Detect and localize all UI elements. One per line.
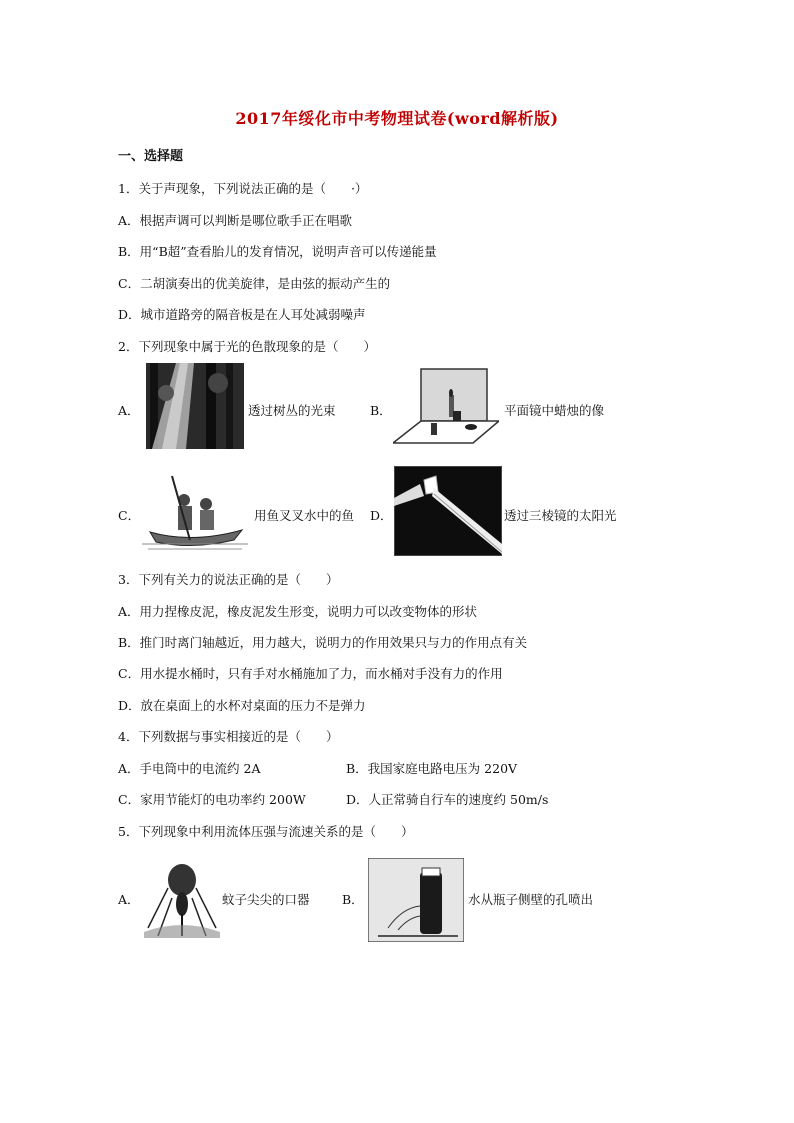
q2-option-a-text: 透过树丛的光束: [248, 403, 336, 418]
q3-stem: 3．下列有关力的说法正确的是（ ）: [118, 572, 339, 587]
q2-option-c-text: 用鱼叉叉水中的鱼: [254, 508, 355, 523]
page-title: 2017年绥化市中考物理试卷(word解析版): [235, 109, 559, 128]
q4-option-a: A．手电筒中的电流约 2A: [118, 761, 261, 776]
q1-option-b: B．用“B超”查看胎儿的发育情况，说明声音可以传递能量: [118, 244, 437, 259]
q5-option-a-label: A．: [118, 892, 140, 907]
q1-stem: 1．关于声现象，下列说法正确的是（ ·）: [118, 181, 368, 196]
q1-option-d: D．城市道路旁的隔音板是在人耳处减弱噪声: [118, 307, 366, 322]
q3-option-b: B．推门时离门轴越近，用力越大，说明力的作用效果只与力的作用点有关: [118, 635, 528, 650]
q2-option-b-label: B．: [370, 403, 392, 418]
q2-option-b-text: 平面镜中蜡烛的像: [504, 403, 605, 418]
fishing-spear-image: [142, 470, 248, 552]
q4-option-c: C．家用节能灯的电功率约 200W: [118, 792, 306, 807]
q2-option-d-text: 透过三棱镜的太阳光: [504, 508, 617, 523]
prism-sunlight-image: [394, 466, 502, 556]
q2-option-a-label: A．: [118, 403, 140, 418]
tree-light-beam-image: [146, 363, 244, 449]
mirror-candle-image: [393, 367, 499, 447]
q1-option-c: C．二胡演奏出的优美旋律，是由弦的振动产生的: [118, 276, 391, 291]
q2-option-d-label: D．: [370, 508, 393, 523]
q5-option-a-text: 蚊子尖尖的口器: [222, 892, 310, 907]
q5-stem: 5．下列现象中利用流体压强与流速关系的是（ ）: [118, 824, 414, 839]
bottle-water-spray-image: [368, 858, 464, 942]
q2-option-c-label: C．: [118, 508, 141, 523]
q5-option-b-text: 水从瓶子侧壁的孔喷出: [468, 892, 594, 907]
q4-option-d: D．人正常骑自行车的速度约 50m/s: [346, 792, 549, 807]
q4-stem: 4．下列数据与事实相接近的是（ ）: [118, 729, 339, 744]
q5-option-b-label: B．: [342, 892, 364, 907]
section-heading: 一、选择题: [118, 149, 184, 164]
q4-option-b: B．我国家庭电路电压为 220V: [346, 761, 518, 776]
q3-option-c: C．用水提水桶时，只有手对水桶施加了力，而水桶对手没有力的作用: [118, 666, 503, 681]
q2-stem: 2．下列现象中属于光的色散现象的是（ ）: [118, 339, 376, 354]
q1-option-a: A．根据声调可以判断是哪位歌手正在唱歌: [118, 213, 353, 228]
mosquito-image: [144, 858, 220, 938]
q3-option-d: D．放在桌面上的水杯对桌面的压力不是弹力: [118, 698, 366, 713]
q3-option-a: A．用力捏橡皮泥，橡皮泥发生形变，说明力可以改变物体的形状: [118, 604, 478, 619]
